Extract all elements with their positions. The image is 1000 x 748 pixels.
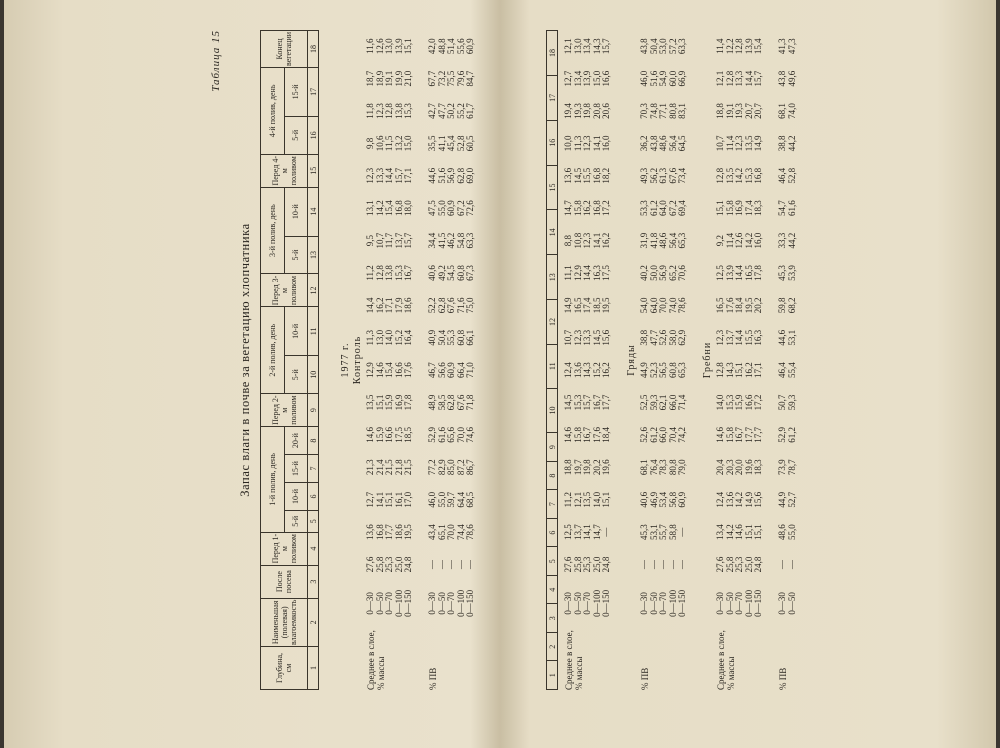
value-cell: 12,7 14,1 15,1 16,1 17,0: [365, 491, 413, 508]
value-cell: 14,6 15,8 16,7 17,7 17,7: [715, 427, 763, 443]
value-cell: 77,2 82,9 85,0 87,2 86,7: [427, 459, 475, 476]
value-cell: 44,6 53,1: [777, 329, 797, 346]
value-cell: 12,8 14,3 15,1 16,2 17,1: [715, 362, 763, 378]
value-cell: 18,8 19,7 19,8 20,2 19,6: [563, 459, 611, 476]
column-number: 12: [547, 300, 558, 345]
mass-block: [366, 30, 424, 690]
value-cell: 45,3 53,1 55,7 58,8 —: [639, 524, 687, 540]
value-cell: 9,2 11,4 12,6 14,2 16,0: [715, 232, 763, 249]
header-irrigation-1: 1-й полив, день: [261, 427, 285, 532]
table-caption: Таблица 15: [210, 30, 222, 92]
value-cell: 40,9 50,4 55,3 60,8 66,1: [427, 329, 475, 346]
value-cell: 12,5 13,7 14,1 14,7 —: [563, 524, 611, 540]
column-number: 15: [547, 165, 558, 210]
column-number: 14: [308, 187, 319, 236]
column-number: 8: [547, 461, 558, 490]
value-cell: 14,4 16,2 17,1 17,9 18,6: [365, 297, 413, 314]
column-number: 1: [308, 647, 319, 690]
pv-label: % ПВ: [778, 667, 788, 690]
value-cell: 27,6 25,8 25,3 25,0 24,8: [563, 556, 611, 573]
mass-label: Среднее в слое, % массы: [716, 630, 736, 690]
section-control: Контроль: [352, 335, 363, 385]
value-cell: 10,7 11,4 12,3 13,5 14,9: [715, 135, 763, 152]
value-cell: — — — — —: [427, 559, 475, 569]
value-cell: 11,2 12,1 13,5 14,0 15,1: [563, 491, 611, 508]
pv-columns: [778, 30, 797, 626]
value-cell: 46,0 55,0 59,7 64,4 68,5: [427, 491, 475, 508]
right-column-numbers: [546, 30, 558, 690]
section-ridges: Гряды: [626, 344, 637, 376]
ridges-pv-block: [640, 30, 698, 690]
value-cell: 46,0 51,6 54,9 60,0 66,9: [639, 70, 687, 87]
header-sub: 5-й: [284, 356, 308, 394]
column-number: 15: [308, 154, 319, 187]
header-sub: 5-й: [284, 510, 308, 532]
value-cell: 14,6 15,9 16,6 17,5 18,5: [365, 427, 413, 443]
depth-cell: 0—30 0—50 0—70 0—100 0—150: [427, 589, 475, 617]
header-sub: 10-й: [284, 307, 308, 356]
column-numbers-row: [547, 31, 558, 690]
value-cell: 48,6 55,0: [777, 524, 797, 540]
header-sub: 20-й: [284, 427, 308, 455]
value-cell: 59,8 68,2: [777, 297, 797, 314]
mass-columns: [716, 30, 764, 626]
ridges-mass-block: [564, 30, 624, 690]
header-sub: 10-й: [284, 187, 308, 236]
header-sub: 15-й: [284, 67, 308, 116]
value-cell: 36,2 43,8 48,6 56,4 64,5: [639, 135, 687, 152]
value-cell: 53,3 61,2 64,0 67,2 69,4: [639, 200, 687, 217]
column-number: 5: [308, 510, 319, 532]
value-cell: 40,2 50,0 56,9 65,2 70,6: [639, 265, 687, 281]
value-cell: 14,5 15,3 15,7 16,7 17,7: [563, 394, 611, 411]
table-header: [260, 30, 319, 690]
header-irrigation-3: 3-й полив, день: [261, 187, 285, 274]
column-number: 4: [547, 575, 558, 604]
value-cell: 31,9 41,8 48,6 56,4 65,3: [639, 232, 687, 249]
column-numbers-row: [308, 31, 319, 690]
value-cell: 68,1 76,4 78,3 80,8 79,0: [639, 459, 687, 476]
value-cell: 41,3 47,3: [777, 38, 797, 55]
value-cell: 67,7 73,2 75,5 79,6 84,7: [427, 70, 475, 87]
column-number: 2: [547, 632, 558, 661]
column-number: 7: [547, 490, 558, 519]
value-cell: 73,9 78,7: [777, 459, 797, 476]
value-cell: 43,8 49,6: [777, 70, 797, 87]
value-cell: 20,4 20,3 20,0 19,6 18,3: [715, 459, 763, 476]
header-irrigation-2: 2-й полив, день: [261, 307, 285, 394]
value-cell: 11,1 12,9 14,4 16,3 17,5: [563, 265, 611, 281]
pv-columns: [640, 30, 688, 626]
value-cell: 16,5 17,6 18,4 19,5 20,2: [715, 297, 763, 314]
value-cell: 47,5 55,0 60,9 67,2 72,6: [427, 200, 475, 217]
header-sub: 5-й: [284, 236, 308, 274]
column-number: 11: [308, 307, 319, 356]
column-number: 12: [308, 274, 319, 307]
value-cell: 12,5 13,9 14,4 16,5 17,8: [715, 265, 763, 281]
value-cell: 14,0 15,3 15,9 16,6 17,2: [715, 394, 763, 411]
column-number: 3: [547, 604, 558, 633]
value-cell: 40,6 46,9 53,4 56,8 60,9: [639, 491, 687, 508]
depth-cell: 0—30 0—50 0—70 0—100 0—150: [563, 589, 611, 617]
value-cell: 14,6 15,8 16,7 17,6 18,4: [563, 427, 611, 443]
value-cell: — —: [777, 559, 797, 569]
mass-columns: [366, 30, 414, 626]
value-cell: 44,6 51,6 56,9 62,8 69,0: [427, 167, 475, 184]
header-before-2: Перед 2-м поливом: [261, 394, 308, 427]
value-cell: 43,8 50,4 53,0 57,2 63,3: [639, 38, 687, 55]
column-number: 18: [547, 31, 558, 76]
column-number: 18: [308, 31, 319, 68]
depth-cell: 0—30 0—50 0—70 0—100 0—150: [715, 589, 763, 617]
value-cell: 11,3 13,0 14,0 15,2 16,4: [365, 329, 413, 346]
column-number: 1: [547, 661, 558, 690]
value-cell: 35,5 41,1 45,4 52,8 60,5: [427, 135, 475, 152]
value-cell: 9,5 10,7 11,7 13,7 15,7: [365, 232, 413, 249]
left-page: [4, 0, 500, 748]
value-cell: 44,9 52,7: [777, 491, 797, 508]
value-cell: 45,3 53,9: [777, 265, 797, 281]
column-number: 7: [308, 455, 319, 483]
value-cell: 12,3 13,7 14,4 15,5 16,3: [715, 329, 763, 346]
value-cell: 48,9 58,5 62,8 67,6 71,8: [427, 394, 475, 411]
header-sub: 10-й: [284, 483, 308, 511]
crests-mass-block: [716, 30, 774, 690]
depth-cell: 0—30 0—50 0—70 0—100 0—150: [639, 589, 687, 617]
value-cell: 50,7 59,3: [777, 394, 797, 411]
year-label: 1977 г.: [340, 342, 351, 378]
value-cell: 12,7 13,4 13,9 15,0 16,6: [563, 70, 611, 87]
value-cell: 12,8 13,5 14,2 15,3 16,8: [715, 167, 763, 184]
pv-columns: [428, 30, 476, 626]
header-before-1: Перед 1-м поливом: [261, 532, 308, 565]
column-number: 11: [547, 344, 558, 388]
value-cell: 19,4 19,3 19,8 20,8 20,6: [563, 103, 611, 119]
value-cell: 13,5 15,1 15,9 16,9 17,8: [365, 394, 413, 411]
column-number: 16: [547, 120, 558, 165]
value-cell: 9,8 10,6 11,5 13,2 15,0: [365, 135, 413, 152]
column-number: 13: [308, 236, 319, 274]
depth-cell: 0—30 0—50: [777, 592, 797, 615]
depth-cell: 0—30 0—50 0—70 0—100 0—150: [365, 589, 413, 617]
value-cell: 13,4 14,2 14,6 15,1 15,1: [715, 524, 763, 540]
value-cell: 42,7 47,7 50,2 55,2 61,7: [427, 103, 475, 119]
value-cell: 52,6 61,2 66,0 70,4 74,2: [639, 427, 687, 443]
value-cell: 12,4 13,6 14,2 14,9 15,6: [715, 491, 763, 508]
value-cell: 18,8 19,1 19,3 20,7 20,7: [715, 103, 763, 119]
value-cell: 18,7 18,9 19,1 19,9 21,0: [365, 70, 413, 87]
value-cell: 54,0 64,0 70,0 74,0 78,6: [639, 297, 687, 314]
pv-block: [428, 30, 486, 690]
value-cell: 52,9 61,6 65,6 70,0 74,6: [427, 427, 475, 443]
column-number: 5: [547, 547, 558, 576]
value-cell: 38,8 47,7 52,6 58,0 62,9: [639, 329, 687, 346]
value-cell: 12,3 13,3 14,4 15,7 17,1: [365, 167, 413, 184]
value-cell: 14,7 15,8 16,2 16,8 17,2: [563, 200, 611, 217]
value-cell: 10,0 11,3 12,3 14,1 16,0: [563, 135, 611, 152]
pv-label: % ПВ: [428, 667, 438, 690]
value-cell: 46,7 56,6 60,9 66,4 71,0: [427, 362, 475, 378]
value-cell: 52,2 62,8 67,6 71,6 75,0: [427, 297, 475, 314]
header-before-3: Перед 3-м поливом: [261, 274, 308, 307]
column-number: 2: [308, 598, 319, 646]
table-title: Запас влаги в почве за вегетацию хлопчатника: [238, 223, 252, 497]
value-cell: 46,4 52,8: [777, 167, 797, 184]
column-number: 10: [308, 356, 319, 394]
value-cell: 13,1 14,2 15,4 16,8 18,0: [365, 200, 413, 217]
value-cell: 38,8 44,2: [777, 135, 797, 152]
value-cell: 27,6 25,8 25,3 25,0 24,8: [715, 556, 763, 573]
value-cell: 33,3 44,2: [777, 232, 797, 249]
column-number: 10: [547, 388, 558, 433]
value-cell: 12,1 13,0 13,4 14,3 15,7: [563, 38, 611, 55]
header-before-4: Перед 4-м поливом: [261, 154, 308, 187]
value-cell: 11,2 12,8 13,8 15,3 16,7: [365, 265, 413, 281]
column-number: 9: [547, 433, 558, 462]
column-number: 16: [308, 116, 319, 154]
value-cell: 21,3 21,4 21,5 21,8 21,5: [365, 459, 413, 476]
value-cell: 11,4 12,2 12,8 13,9 15,4: [715, 38, 763, 55]
value-cell: 40,6 49,2 54,5 60,8 67,3: [427, 265, 475, 281]
mass-columns: [564, 30, 612, 626]
value-cell: 68,1 74,0: [777, 103, 797, 119]
section-crests: Гребни: [702, 341, 713, 379]
value-cell: 12,1 12,8 13,3 14,4 15,7: [715, 70, 763, 87]
mass-label: Среднее в слое, % массы: [366, 630, 386, 690]
value-cell: 44,9 52,3 56,5 60,8 65,3: [639, 362, 687, 378]
column-number: 13: [547, 255, 558, 300]
value-cell: 70,3 74,8 77,1 80,8 83,1: [639, 103, 687, 119]
crests-pv-block: [778, 30, 804, 690]
value-cell: 42,0 48,8 51,4 55,6 60,9: [427, 38, 475, 55]
right-page: [504, 0, 996, 748]
value-cell: 46,4 55,4: [777, 362, 797, 378]
value-cell: 11,6 12,6 13,0 13,9 15,1: [365, 38, 413, 55]
value-cell: 54,7 61,6: [777, 200, 797, 217]
column-number: 6: [547, 518, 558, 547]
book-spread: [4, 0, 996, 748]
column-number: 3: [308, 565, 319, 598]
value-cell: 15,1 15,8 16,9 17,4 18,3: [715, 200, 763, 217]
header-irrigation-4: 4-й полив, день: [261, 67, 285, 154]
value-cell: 10,7 12,3 13,3 14,5 15,6: [563, 329, 611, 346]
value-cell: 12,4 13,6 14,3 15,2 16,2: [563, 362, 611, 378]
value-cell: 8,8 10,8 12,3 14,1 16,2: [563, 232, 611, 249]
column-number: 9: [308, 394, 319, 427]
header-end-season: Конец вегетации: [261, 31, 308, 68]
value-cell: 52,5 59,3 62,1 66,0 71,4: [639, 394, 687, 411]
value-cell: 12,9 14,6 15,4 16,6 17,6: [365, 362, 413, 378]
header-depth: Глубина, см: [261, 647, 308, 690]
header-after-sowing: После посева: [261, 565, 308, 598]
column-number: 17: [547, 75, 558, 120]
column-number: 8: [308, 427, 319, 455]
value-cell: 13,6 14,5 15,5 16,8 18,2: [563, 167, 611, 184]
column-number: 17: [308, 67, 319, 116]
value-cell: 11,8 12,3 12,8 13,8 15,3: [365, 103, 413, 119]
value-cell: — — — — —: [639, 559, 687, 569]
header-sub: 5-й: [284, 116, 308, 154]
header-sub: 15-й: [284, 455, 308, 483]
pv-label: % ПВ: [640, 667, 650, 690]
mass-label: Среднее в слое, % массы: [564, 630, 584, 690]
value-cell: 14,9 16,5 17,4 18,5 19,5: [563, 297, 611, 314]
column-number: 14: [547, 210, 558, 255]
value-cell: 27,6 25,8 25,3 25,0 24,8: [365, 556, 413, 573]
column-number: 6: [308, 483, 319, 511]
value-cell: 13,6 16,8 17,7 18,6 19,5: [365, 524, 413, 540]
value-cell: 34,4 41,5 46,2 54,8 63,3: [427, 232, 475, 249]
column-number: 4: [308, 532, 319, 565]
value-cell: 52,9 61,2: [777, 427, 797, 443]
value-cell: 43,4 65,1 70,0 74,4 78,6: [427, 524, 475, 540]
value-cell: 49,3 56,2 61,3 67,6 73,4: [639, 167, 687, 184]
header-field-capacity: Наименьшая (полевая) влагоемкость: [261, 598, 308, 646]
